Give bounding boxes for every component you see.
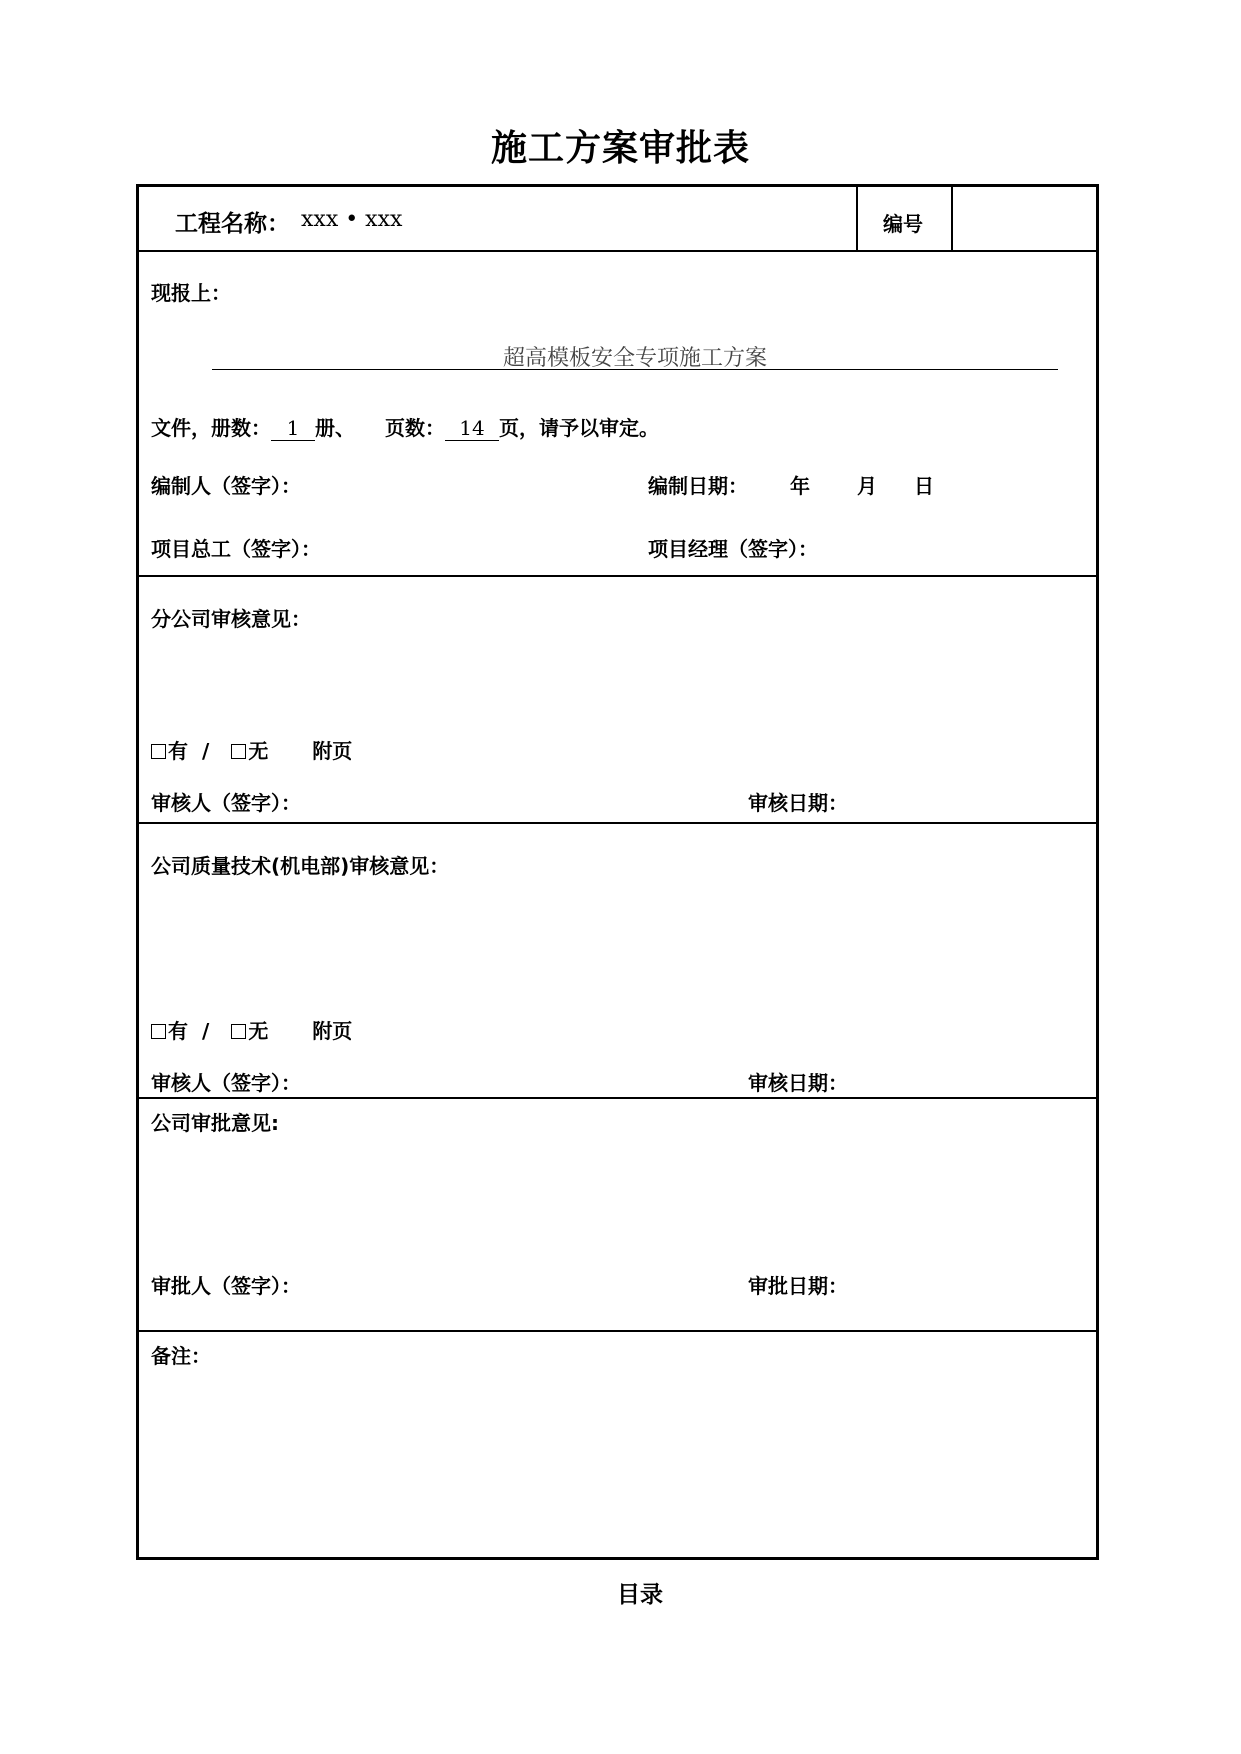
pages-suffix: 页，请予以审定。 [499, 416, 659, 440]
quality-opinion-label: 公司质量技术(机电部)审核意见： [151, 854, 450, 878]
form-title: 施工方案审批表 [490, 128, 750, 169]
quality-slash: / [202, 1019, 210, 1043]
branch-attachment-row [151, 735, 352, 764]
quality-has-checkbox[interactable] [151, 1024, 166, 1039]
file-line [151, 412, 659, 441]
project-name-value: xxx • xxx [301, 207, 403, 232]
divider-header [136, 250, 1099, 252]
project-name-label: 工程名称： [175, 211, 290, 237]
quality-reviewer-label: 审核人（签字）： [151, 1071, 301, 1095]
divider-quality-review [136, 1097, 1099, 1099]
branch-reviewer-label: 审核人（签字）： [151, 791, 301, 815]
branch-slash: / [202, 739, 210, 763]
quality-none-checkbox[interactable] [231, 1024, 246, 1039]
pages-label: 页数： [385, 416, 445, 440]
approval-opinion-label: 公司审批意见: [151, 1111, 279, 1135]
branch-has-label: 有 [168, 739, 188, 763]
quality-has-label: 有 [168, 1019, 188, 1043]
branch-none-checkbox[interactable] [231, 744, 246, 759]
number-label: 编号 [883, 212, 923, 236]
project-manager-label: 项目经理（签字）： [648, 537, 818, 561]
branch-has-checkbox[interactable] [151, 744, 166, 759]
approval-date-label: 审批日期： [748, 1274, 848, 1298]
header-divider-left [856, 184, 858, 251]
plan-name-underline [212, 369, 1058, 370]
chief-engineer-label: 项目总工（签字）： [151, 537, 321, 561]
branch-attach-label: 附页 [312, 739, 353, 763]
volumes-value[interactable]: 1 [271, 416, 315, 441]
quality-attachment-row [151, 1015, 352, 1044]
quality-attach-label: 附页 [312, 1019, 353, 1043]
compile-date-label: 编制日期： [648, 474, 748, 498]
file-volumes-label: 文件，册数： [151, 416, 271, 440]
pages-value[interactable]: 14 [445, 416, 499, 441]
remarks-label: 备注： [151, 1344, 211, 1368]
compile-year: 年 [790, 474, 810, 498]
compile-month: 月 [857, 474, 877, 498]
divider-approval [136, 1330, 1099, 1332]
compiler-label: 编制人（签字）： [151, 474, 301, 498]
quality-none-label: 无 [248, 1019, 269, 1043]
divider-submission [136, 575, 1099, 577]
footer-toc: 目录 [617, 1582, 663, 1608]
branch-review-date-label: 审核日期： [748, 791, 848, 815]
plan-name: 超高模板安全专项施工方案 [502, 346, 767, 371]
divider-branch-review [136, 822, 1099, 824]
branch-none-label: 无 [248, 739, 269, 763]
compile-day: 日 [914, 474, 934, 498]
volume-unit: 册、 [315, 416, 355, 440]
header-divider-right [951, 184, 953, 251]
reported-label: 现报上： [151, 281, 231, 305]
quality-review-date-label: 审核日期： [748, 1071, 848, 1095]
branch-opinion-label: 分公司审核意见： [151, 607, 311, 631]
approver-label: 审批人（签字）： [151, 1274, 301, 1298]
number-value[interactable] [960, 200, 1090, 240]
